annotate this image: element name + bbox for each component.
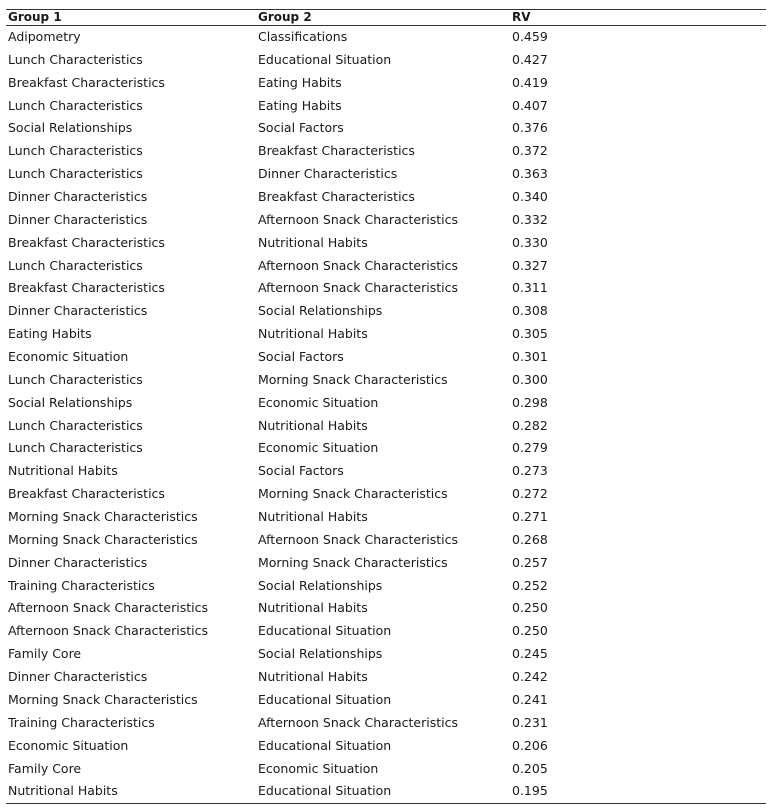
cell-group-2: Breakfast Characteristics bbox=[258, 143, 415, 159]
cell-group-2: Social Factors bbox=[258, 463, 344, 479]
table-body bbox=[6, 26, 766, 804]
cell-group-2: Afternoon Snack Characteristics bbox=[258, 280, 458, 296]
cell-rv: 0.271 bbox=[512, 509, 548, 525]
cell-rv: 0.231 bbox=[512, 714, 548, 730]
table-row bbox=[6, 323, 766, 346]
cell-rv: 0.282 bbox=[512, 417, 548, 433]
cell-rv: 0.242 bbox=[512, 669, 548, 685]
table-row bbox=[6, 575, 766, 598]
cell-group-1: Morning Snack Characteristics bbox=[8, 531, 198, 547]
cell-rv: 0.311 bbox=[512, 280, 548, 296]
table-row bbox=[6, 415, 766, 438]
cell-group-1: Dinner Characteristics bbox=[8, 189, 148, 205]
cell-group-1: Lunch Characteristics bbox=[8, 51, 143, 67]
table-row bbox=[6, 597, 766, 620]
cell-group-2: Dinner Characteristics bbox=[258, 166, 398, 182]
cell-group-1: Afternoon Snack Characteristics bbox=[8, 623, 208, 639]
cell-rv: 0.372 bbox=[512, 143, 548, 159]
cell-rv: 0.330 bbox=[512, 234, 548, 250]
cell-rv: 0.279 bbox=[512, 440, 548, 456]
table-row bbox=[6, 186, 766, 209]
cell-rv: 0.376 bbox=[512, 120, 548, 136]
cell-group-2: Morning Snack Characteristics bbox=[258, 554, 448, 570]
rv-table bbox=[6, 9, 766, 804]
table-row bbox=[6, 95, 766, 118]
table-row bbox=[6, 712, 766, 735]
cell-group-2: Social Relationships bbox=[258, 303, 383, 319]
table-row bbox=[6, 300, 766, 323]
table-row bbox=[6, 255, 766, 278]
cell-group-1: Lunch Characteristics bbox=[8, 440, 143, 456]
cell-group-2: Morning Snack Characteristics bbox=[258, 371, 448, 387]
table-row bbox=[6, 483, 766, 506]
cell-rv: 0.272 bbox=[512, 486, 548, 502]
cell-rv: 0.305 bbox=[512, 326, 548, 342]
cell-rv: 0.206 bbox=[512, 737, 548, 753]
cell-group-2: Social Relationships bbox=[258, 577, 383, 593]
table-row bbox=[6, 140, 766, 163]
cell-group-1: Dinner Characteristics bbox=[8, 211, 148, 227]
cell-rv: 0.268 bbox=[512, 531, 548, 547]
cell-group-2: Eating Habits bbox=[258, 97, 342, 113]
cell-group-2: Social Factors bbox=[258, 120, 344, 136]
cell-group-2: Nutritional Habits bbox=[258, 234, 368, 250]
cell-group-1: Family Core bbox=[8, 760, 82, 776]
cell-group-2: Social Factors bbox=[258, 349, 344, 365]
table-row bbox=[6, 689, 766, 712]
cell-rv: 0.257 bbox=[512, 554, 548, 570]
cell-rv: 0.419 bbox=[512, 74, 548, 90]
cell-group-2: Educational Situation bbox=[258, 691, 392, 707]
cell-rv: 0.205 bbox=[512, 760, 548, 776]
cell-rv: 0.332 bbox=[512, 211, 548, 227]
table-row bbox=[6, 758, 766, 781]
table-row bbox=[6, 460, 766, 483]
cell-rv: 0.245 bbox=[512, 646, 548, 662]
table-row bbox=[6, 780, 766, 803]
cell-group-1: Lunch Characteristics bbox=[8, 257, 143, 273]
cell-group-1: Family Core bbox=[8, 646, 82, 662]
table-row bbox=[6, 392, 766, 415]
table-row bbox=[6, 552, 766, 575]
cell-rv: 0.250 bbox=[512, 600, 548, 616]
cell-rv: 0.298 bbox=[512, 394, 548, 410]
table-row bbox=[6, 26, 766, 49]
cell-group-1: Training Characteristics bbox=[8, 714, 155, 730]
cell-group-1: Lunch Characteristics bbox=[8, 371, 143, 387]
table-row bbox=[6, 117, 766, 140]
cell-group-2: Educational Situation bbox=[258, 737, 392, 753]
header-group-1: Group 1 bbox=[8, 10, 62, 24]
cell-group-1: Lunch Characteristics bbox=[8, 417, 143, 433]
table-row bbox=[6, 72, 766, 95]
cell-group-1: Economic Situation bbox=[8, 737, 129, 753]
table-row bbox=[6, 437, 766, 460]
cell-group-1: Lunch Characteristics bbox=[8, 97, 143, 113]
cell-group-2: Morning Snack Characteristics bbox=[258, 486, 448, 502]
cell-rv: 0.273 bbox=[512, 463, 548, 479]
cell-group-1: Economic Situation bbox=[8, 349, 129, 365]
cell-group-1: Morning Snack Characteristics bbox=[8, 691, 198, 707]
cell-group-1: Lunch Characteristics bbox=[8, 143, 143, 159]
cell-group-2: Economic Situation bbox=[258, 440, 379, 456]
cell-group-1: Social Relationships bbox=[8, 394, 133, 410]
cell-group-2: Afternoon Snack Characteristics bbox=[258, 211, 458, 227]
cell-group-2: Afternoon Snack Characteristics bbox=[258, 257, 458, 273]
cell-group-2: Afternoon Snack Characteristics bbox=[258, 531, 458, 547]
table-row bbox=[6, 49, 766, 72]
cell-group-2: Economic Situation bbox=[258, 760, 379, 776]
cell-group-2: Classifications bbox=[258, 29, 348, 44]
cell-group-1: Training Characteristics bbox=[8, 577, 155, 593]
cell-group-2: Nutritional Habits bbox=[258, 326, 368, 342]
cell-group-2: Nutritional Habits bbox=[258, 509, 368, 525]
table-row bbox=[6, 369, 766, 392]
cell-rv: 0.327 bbox=[512, 257, 548, 273]
cell-group-1: Breakfast Characteristics bbox=[8, 280, 165, 296]
cell-group-2: Eating Habits bbox=[258, 74, 342, 90]
header-group-2: Group 2 bbox=[258, 10, 312, 24]
cell-rv: 0.459 bbox=[512, 29, 548, 44]
cell-group-1: Eating Habits bbox=[8, 326, 92, 342]
cell-group-1: Breakfast Characteristics bbox=[8, 74, 165, 90]
table-row bbox=[6, 620, 766, 643]
cell-rv: 0.195 bbox=[512, 783, 548, 799]
cell-rv: 0.407 bbox=[512, 97, 548, 113]
table-row bbox=[6, 735, 766, 758]
cell-group-1: Dinner Characteristics bbox=[8, 303, 148, 319]
table-row bbox=[6, 529, 766, 552]
cell-group-2: Nutritional Habits bbox=[258, 600, 368, 616]
cell-group-2: Nutritional Habits bbox=[258, 417, 368, 433]
cell-group-2: Educational Situation bbox=[258, 623, 392, 639]
table-row bbox=[6, 643, 766, 666]
table-row bbox=[6, 209, 766, 232]
cell-rv: 0.241 bbox=[512, 691, 548, 707]
table-row bbox=[6, 277, 766, 300]
cell-group-1: Adipometry bbox=[8, 29, 81, 44]
cell-group-1: Morning Snack Characteristics bbox=[8, 509, 198, 525]
cell-group-1: Social Relationships bbox=[8, 120, 133, 136]
cell-group-2: Educational Situation bbox=[258, 51, 392, 67]
cell-rv: 0.301 bbox=[512, 349, 548, 365]
cell-rv: 0.250 bbox=[512, 623, 548, 639]
cell-rv: 0.363 bbox=[512, 166, 548, 182]
cell-group-1: Dinner Characteristics bbox=[8, 554, 148, 570]
cell-group-2: Social Relationships bbox=[258, 646, 383, 662]
cell-group-1: Lunch Characteristics bbox=[8, 166, 143, 182]
cell-group-2: Economic Situation bbox=[258, 394, 379, 410]
table-row bbox=[6, 666, 766, 689]
cell-rv: 0.427 bbox=[512, 51, 548, 67]
table-row bbox=[6, 163, 766, 186]
cell-group-1: Breakfast Characteristics bbox=[8, 234, 165, 250]
cell-rv: 0.252 bbox=[512, 577, 548, 593]
table-row bbox=[6, 346, 766, 369]
table-row bbox=[6, 232, 766, 255]
cell-group-2: Nutritional Habits bbox=[258, 669, 368, 685]
cell-group-2: Afternoon Snack Characteristics bbox=[258, 714, 458, 730]
table-header bbox=[6, 10, 766, 26]
cell-rv: 0.340 bbox=[512, 189, 548, 205]
cell-group-1: Nutritional Habits bbox=[8, 463, 118, 479]
cell-rv: 0.308 bbox=[512, 303, 548, 319]
cell-group-2: Educational Situation bbox=[258, 783, 392, 799]
cell-group-1: Breakfast Characteristics bbox=[8, 486, 165, 502]
cell-group-1: Dinner Characteristics bbox=[8, 669, 148, 685]
cell-group-1: Afternoon Snack Characteristics bbox=[8, 600, 208, 616]
cell-group-1: Nutritional Habits bbox=[8, 783, 118, 799]
cell-rv: 0.300 bbox=[512, 371, 548, 387]
cell-group-2: Breakfast Characteristics bbox=[258, 189, 415, 205]
table-row bbox=[6, 506, 766, 529]
header-rv: RV bbox=[512, 10, 531, 24]
rv-table-container bbox=[6, 9, 766, 804]
header-row bbox=[6, 10, 766, 26]
